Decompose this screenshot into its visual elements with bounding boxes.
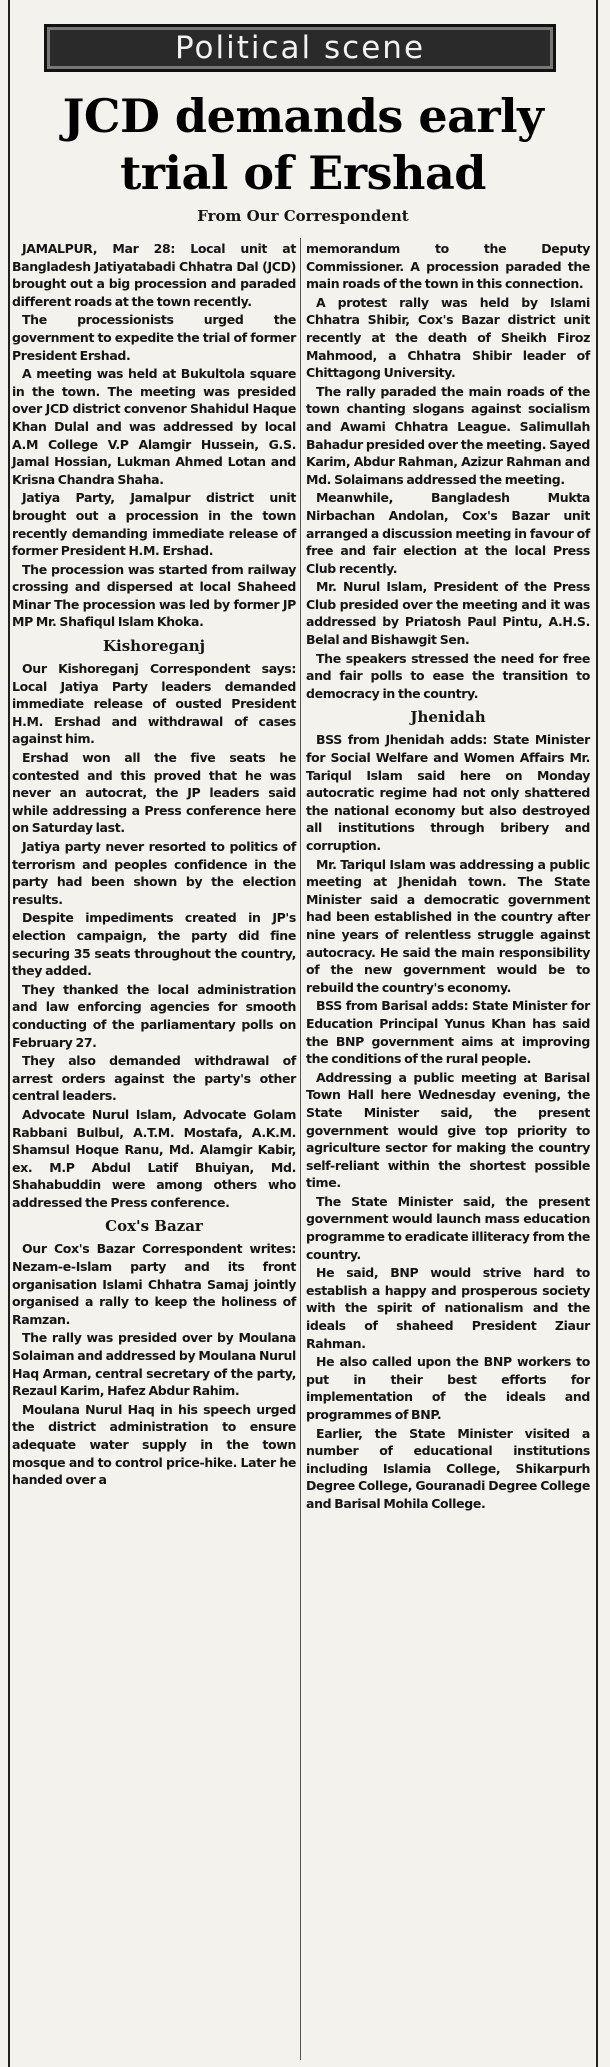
paragraph: The State Minister said, the present government would launch mass education programme to eradicate illiteracy from the country.: [306, 1193, 590, 1262]
paragraph: Advocate Nurul Islam, Advocate Golam Rabbani Bulbul, A.T.M. Mostafa, A.K.M. Shamsul Hoque Ranu, Md. Alamgir Kabir, ex. M.P Abdul Latif Bhuiyan, Md. Shahabuddin were among others who addressed the Press conference.: [12, 1106, 296, 1210]
paragraph: They thanked the local administration and law enforcing agencies for smooth conducting of the parliamentary polls on February 27.: [12, 981, 296, 1050]
paragraph: Ershad won all the five seats he contested and this proved that he was never an autocrat, the JP leaders said while addressing a Press conference here on Saturday last.: [12, 750, 296, 836]
paragraph: Despite impediments created in JP's election campaign, the party did fine securing 35 seats throughout the country, they added.: [12, 910, 296, 979]
paragraph: Meanwhile, Bangladesh Mukta Nirbachan Andolan, Cox's Bazar unit arranged a discussion meeting in favour of free and fair election at the local Press Club recently.: [306, 490, 590, 576]
column-divider: [300, 238, 301, 2060]
subheading-kishoreganj: Kishoreganj: [102, 637, 206, 656]
paragraph: Jatiya party never resorted to politics of terrorism and peoples confidence in the party had been shown by the election results.: [12, 839, 296, 907]
paragraph: The rally paraded the main roads of the town chanting slogans against socialism and Awami Chhatra League. Salimullah Bahadur presided over the meeting. Sayed Karim, Abdur Rahman, Azizur Rahman and Md. Solaimans addressed the meeting.: [306, 383, 590, 487]
paragraph: Moulana Nurul Haq in his speech urged the district administration to ensure adequate water supply in the town mosque and to control price-hike. Later he handed over a: [12, 1401, 296, 1488]
paragraph: BSS from Jhenidah adds: State Minister for Social Welfare and Women Affairs Mr. Tariqul Islam said here on Monday autocratic regime had not only shattered the national economy but also destroyed all institutions through bribery and corruption.: [306, 732, 590, 853]
paragraph: The speakers stressed the need for free and fair polls to ease the transition to democracy in the country.: [306, 650, 590, 701]
section-banner: Political scene: [44, 24, 556, 72]
paragraph: Mr. Nurul Islam, President of the Press Club presided over the meeting and it was addressed by Priatosh Paul Pintu, A.H.S. Belal and Bishawgit Sen.: [306, 579, 590, 648]
paragraph: Jatiya Party, Jamalpur district unit brought out a procession in the town recently demanding immediate release of former President H.M. Ershad.: [12, 490, 296, 559]
paragraph: Our Cox's Bazar Correspondent writes: Nezam-e-Islam party and its front organisation Islami Chhatra Samaj jointly organised a rally to keep the holiness of Ramzan.: [12, 1241, 296, 1327]
paragraph: The procession was started from railway crossing and dispersed at local Shaheed Minar The procession was led by former JP MP Mr. Shafiqul Islam Khoka.: [12, 561, 296, 630]
paragraph: The processionists urged the government to expedite the trial of former President Ershad.: [12, 312, 296, 363]
paragraph: JAMALPUR, Mar 28: Local unit at Bangladesh Jatiyatabadi Chhatra Dal (JCD) brought out a big procession and paraded different roads at the town recently.: [12, 241, 296, 309]
paragraph: Our Kishoreganj Correspondent says: Local Jatiya Party leaders demanded immediate release of ousted President H.M. Ershad and withdrawal of cases against him.: [12, 661, 296, 747]
paragraph: The rally was presided over by Moulana Solaiman and addressed by Moulana Nurul Haq Arman, central secretary of the party, Rezaul Karim, Hafez Abdur Rahim.: [12, 1330, 296, 1399]
paragraph: Addressing a public meeting at Barisal Town Hall here Wednesday evening, the State Minister said, the present government would give top priority to agriculture sector for making the country self-reliant within the shortest possible time.: [306, 1069, 590, 1191]
paragraph: A protest rally was held by Islami Chhatra Shibir, Cox's Bazar district unit recently at the death of Sheikh Firoz Mahmood, a Chhatra Shibir leader of Chittagong University.: [306, 294, 590, 381]
paragraph: Mr. Tariqul Islam was addressing a public meeting at Jhenidah town. The State Minister said a democratic government had been established in the country after nine years of relentless struggle against autocracy. He said the main responsibility of the new government would be to rebuild the country's economy.: [306, 856, 590, 995]
article-column-right: [306, 240, 590, 1514]
subheading-jhenidah: Jhenidah: [410, 708, 486, 727]
headline: JCD demands early trial of Ershad: [62, 89, 544, 200]
paragraph: A meeting was held at Bukultola square in the town. The meeting was presided over JCD district convenor Shahidul Haque Khan Dulal and was addressed by local A.M College V.P Alamgir Hussein, G.S. Jamal Hossian, Lukman Ahmed Lotan and Krisna Chandra Shaha.: [12, 366, 296, 487]
byline: From Our Correspondent: [197, 207, 409, 225]
paragraph: Earlier, the State Minister visited a number of educational institutions including Islamia College, Shikarpurh Degree College, Gouranadi Degree College and Barisal Mohila College.: [306, 1425, 590, 1511]
right-border-rule: [596, 0, 598, 2067]
article-column-left: [12, 240, 296, 1490]
paragraph: He also called upon the BNP workers to put in their best efforts for implementation of the ideals and programmes of BNP.: [306, 1354, 590, 1422]
paragraph: He said, BNP would strive hard to establish a happy and prosperous society with the spirit of nationalism and the ideals of shaheed President Ziaur Rahman.: [306, 1265, 590, 1351]
paragraph: They also demanded withdrawal of arrest orders against the party's other central leaders.: [12, 1053, 296, 1104]
paragraph: memorandum to the Deputy Commissioner. A procession paraded the main roads of the town in this connection.: [306, 241, 590, 292]
paragraph: BSS from Barisal adds: State Minister for Education Principal Yunus Khan has said the BNP government aims at improving the conditions of the rural people.: [306, 998, 590, 1067]
subheading-coxs-bazar: Cox's Bazar: [105, 1217, 203, 1236]
left-border-rule: [8, 0, 10, 2067]
